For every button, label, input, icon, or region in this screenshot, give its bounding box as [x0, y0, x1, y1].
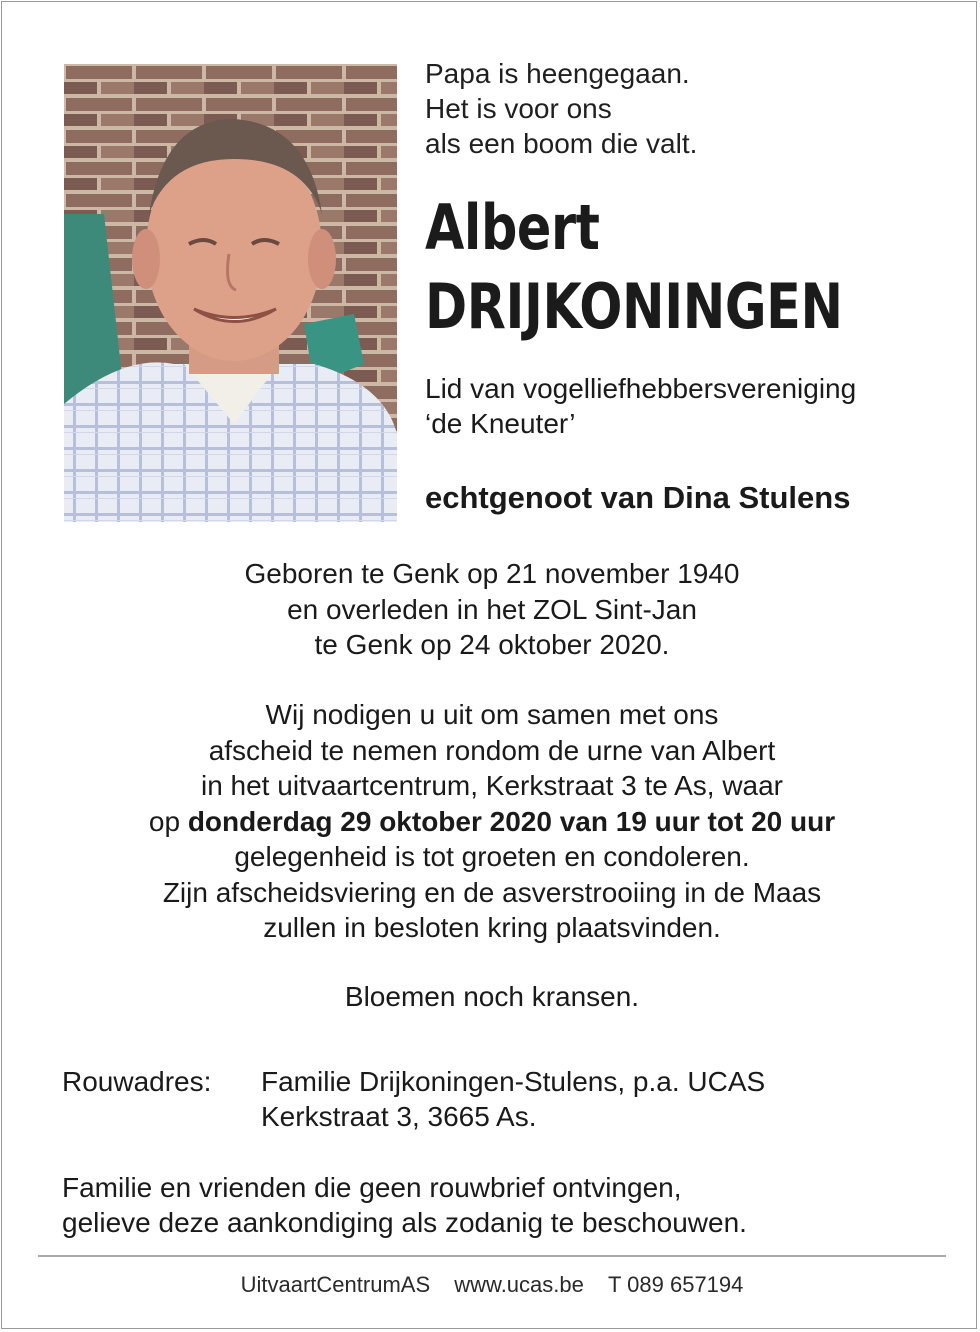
address-lines	[261, 1064, 765, 1134]
intro-verse	[425, 56, 945, 161]
announcement-note	[62, 1170, 747, 1240]
footer-divider	[38, 1255, 946, 1257]
flowers-text: Bloemen noch kransen.	[344, 981, 640, 1012]
invitation-block	[2, 697, 980, 946]
membership-text	[425, 371, 965, 441]
footer-company: UitvaartCentrumAS	[240, 1272, 431, 1297]
invitation-line: gelegenheid is tot groeten en condoleren.	[234, 841, 750, 872]
invitation-line: afscheid te nemen rondom de urne van Albert	[208, 734, 776, 766]
obituary-card	[1, 1, 977, 1329]
deceased-first-name: Albert	[425, 191, 600, 264]
spouse-line: echtgenoot van Dina Stulens	[425, 480, 851, 515]
deceased-last-name: DRIJKONINGEN	[425, 270, 843, 343]
intro-line: Het is voor ons	[425, 93, 612, 124]
flowers-note	[2, 979, 980, 1015]
footer-phone: T 089 657194	[608, 1272, 744, 1297]
membership-line: ‘de Kneuter’	[425, 408, 576, 439]
footer-website[interactable]: www.ucas.be	[454, 1272, 584, 1297]
intro-line: Papa is heengegaan.	[425, 58, 690, 89]
birth-death-line: en overleden in het ZOL Sint-Jan	[287, 593, 697, 625]
birth-death-block	[2, 556, 980, 663]
address-line: Familie Drijkoningen-Stulens, p.a. UCAS	[261, 1066, 766, 1097]
invitation-line: zullen in besloten kring plaatsvinden.	[263, 912, 721, 943]
invitation-date-line	[2, 804, 980, 840]
footer	[2, 1270, 980, 1300]
birth-death-line: te Genk op 24 oktober 2020.	[314, 629, 670, 660]
address-label: Rouwadres:	[62, 1066, 212, 1097]
address-line: Kerkstraat 3, 3665 As.	[261, 1101, 537, 1132]
invitation-line: in het uitvaartcentrum, Kerkstraat 3 te As, waar	[200, 770, 784, 801]
invitation-line: Wij nodigen u uit om samen met ons	[265, 699, 719, 730]
note-line: gelieve deze aankondiging als zodanig te beschouwen.	[62, 1207, 747, 1238]
membership-line: Lid van vogelliefhebbersvereniging	[425, 373, 857, 404]
birth-death-line: Geboren te Genk op 21 november 1940	[244, 558, 740, 589]
intro-line: als een boom die valt.	[425, 128, 698, 159]
portrait-photo	[64, 64, 397, 522]
invitation-date-prefix: op	[148, 805, 188, 837]
invitation-line: Zijn afscheidsviering en de asverstrooiing in de Maas	[162, 876, 822, 908]
invitation-date-time: donderdag 29 oktober 2020 van 19 uur tot 20 uur	[187, 805, 836, 837]
note-line: Familie en vrienden die geen rouwbrief ontvingen,	[62, 1172, 682, 1203]
